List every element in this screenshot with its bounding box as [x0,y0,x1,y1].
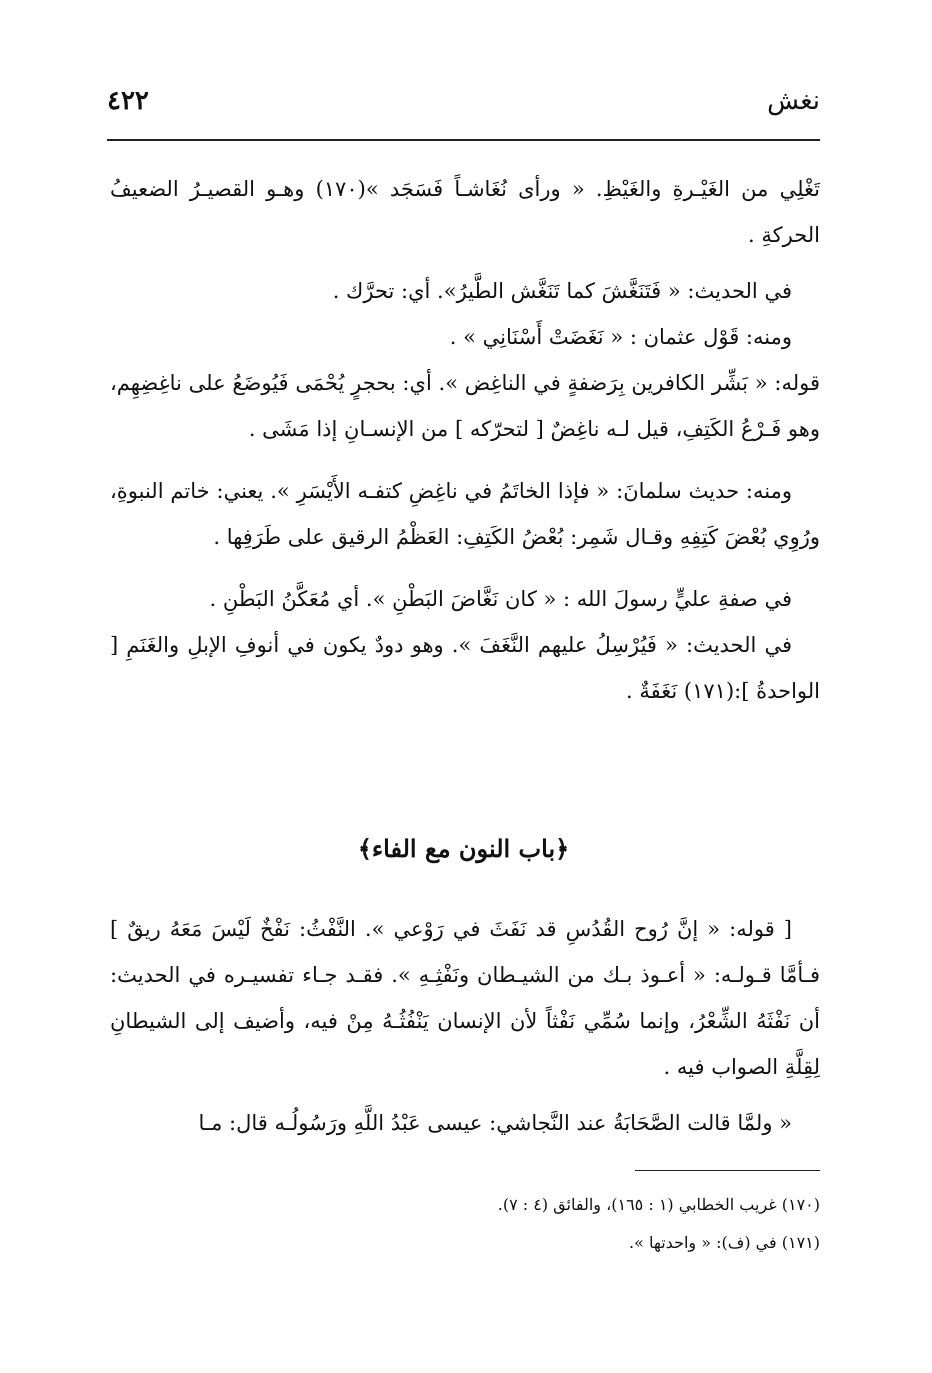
paragraph: في الحديث: « فَتَنَغَّشَ كما تَنَغَّش الطَّيرُ». أي: تحرَّك . [332,279,792,303]
page-number: ٤٢٢ [107,86,149,116]
main-text-block [110,166,820,714]
paragraph: تَغْلِي من الغَيْـرةِ والغَيْظِ. « ورأى نُغَاشـاً فَسَجَد »(١٧٠) وهـو القصيـرُ الضعيفُ الحركةِ . [110,177,821,247]
paragraph: في صفةِ عليٍّ رسولَ الله : « كان نَغَّاضَ البَطْنِ ». أي مُعَكَّنُ البَطْنِ . [209,587,792,611]
footnote-rule [635,1170,820,1171]
paragraph: في الحديث: « فَيُرْسِلُ عليهم النَّغَفَ ». وهو دودٌ يكون في أنوفِ الإبلِ والغَنَمِ [ الواحدةُ ]:(١٧١) نَغَفَةٌ . [110,633,820,703]
paragraph: « ولمَّا قالت الصَّحَابَةُ عند النَّجاشي: عيسى عَبْدُ اللَّهِ ورَسُولُـه قال: مـا [198,1111,792,1135]
footnote: (١٧١) في (ف): « واحدتها ». [629,1233,820,1252]
footnotes [110,1186,820,1262]
paragraph: ومنه: قَوْل عثمان : « نَغَضَتْ أَسْنَانِي » . [449,325,792,349]
paragraph: قوله: « بَشِّر الكافرين بِرَضفةٍ في الناغِض ». أي: بحجرٍ يُحْمَى فَيُوضَعُ على ناغِضِهِم، وهو فَـرْعُ الكَتِفِ، قيل لـه ناغِضٌ [ لتحرّكه ] من الإنسـانِ إذا مَشَى . [110,371,820,441]
section-title: ﴿باب النون مع الفاء﴾ [357,834,570,863]
header-rule [107,139,820,141]
paragraph: [ قوله: « إنَّ رُوح القُدُسِ قد نَفَثَ في رَوْعي ». النَّفْثُ: نَفْخٌ لَيْسَ مَعَهُ ريقٌ ] فـأمَّا قـولـه: « أعـوذ بـك من الشيـطان ونَفْثِـهِ ». فقـد جـاء تفسيـره في الحديث: أن نَفْثَهُ الشِّعْرُ، وإنما سُمِّي نَفْثاً لأن الإنسان يَنْفُثُـهُ مِنْ فيه، وأضيف إلى الشيطانِ لِقِلَّةِ الصواب فيه . [110,917,820,1079]
footnote: (١٧٠) غريب الخطابي (١ : ١٦٥)، والفائق (٤ : ٧). [497,1195,820,1214]
page-header [107,80,820,130]
section-text-block [110,906,820,1146]
entry-word: نغش [767,86,820,116]
paragraph: ومنه: حديث سلمانَ: « فإذا الخاتَمُ في ناغِضِ كتفـه الأَيْسَرِ ». يعني: خاتم النبوةِ، ورُوِي بُعْضَ كَتِفِهِ وقـال شَمِر: بُعْضُ الكَتِفِ: العَظْمُ الرقيق على طَرَفِها . [110,479,820,549]
